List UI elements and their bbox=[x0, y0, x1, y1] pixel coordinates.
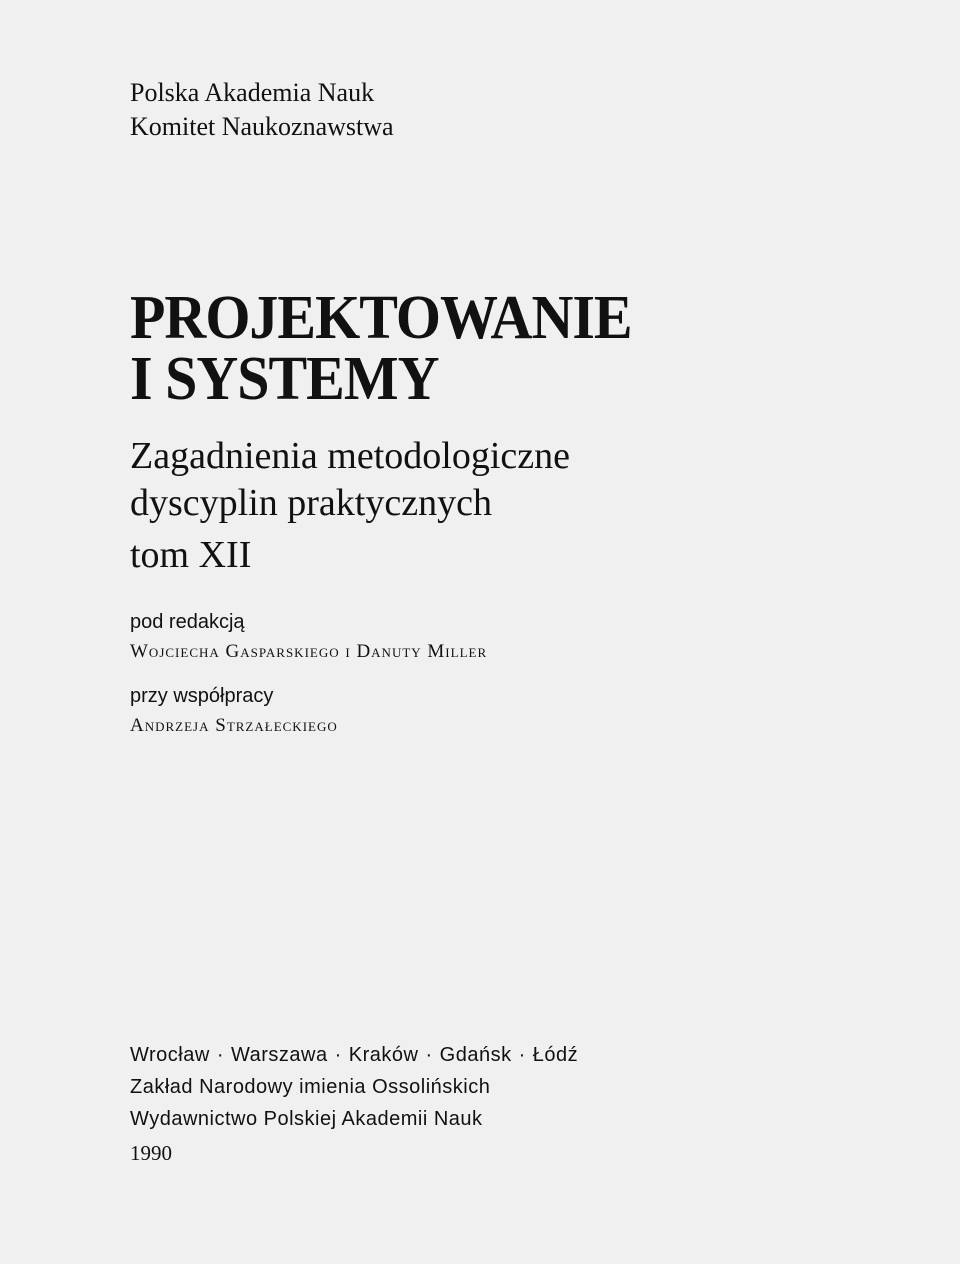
institution-name: Polska Akademia Nauk bbox=[130, 78, 375, 107]
city: Kraków bbox=[348, 1044, 419, 1066]
city: Wrocław bbox=[130, 1044, 210, 1066]
editors-label: pod redakcją bbox=[130, 611, 245, 633]
separator: · bbox=[216, 1044, 224, 1066]
subtitle-line-1: Zagadnienia metodologiczne bbox=[130, 435, 570, 477]
city: Łódź bbox=[532, 1044, 579, 1066]
collaboration-names: Andrzeja Strzałeckiego bbox=[130, 715, 338, 736]
publisher-cities bbox=[130, 1045, 578, 1065]
separator: · bbox=[334, 1044, 342, 1066]
city: Warszawa bbox=[230, 1044, 328, 1066]
committee-name: Komitet Naukoznawstwa bbox=[130, 112, 394, 141]
book-title-line-2: I SYSTEMY bbox=[130, 342, 439, 413]
collaboration-label: przy współpracy bbox=[130, 685, 274, 707]
publisher-pan: Wydawnictwo Polskiej Akademii Nauk bbox=[130, 1108, 483, 1130]
publication-year: 1990 bbox=[130, 1141, 172, 1165]
separator: · bbox=[425, 1044, 433, 1066]
volume-number: tom XII bbox=[130, 534, 252, 576]
subtitle-line-2: dyscyplin praktycznych bbox=[130, 482, 492, 524]
editors-names: Wojciecha Gasparskiego i Danuty Miller bbox=[130, 641, 488, 662]
city: Gdańsk bbox=[439, 1044, 512, 1066]
separator: · bbox=[518, 1044, 526, 1066]
book-title-line-1: PROJEKTOWANIE bbox=[130, 281, 632, 352]
publisher-ossolineum: Zakład Narodowy imienia Ossolińskich bbox=[130, 1076, 491, 1098]
